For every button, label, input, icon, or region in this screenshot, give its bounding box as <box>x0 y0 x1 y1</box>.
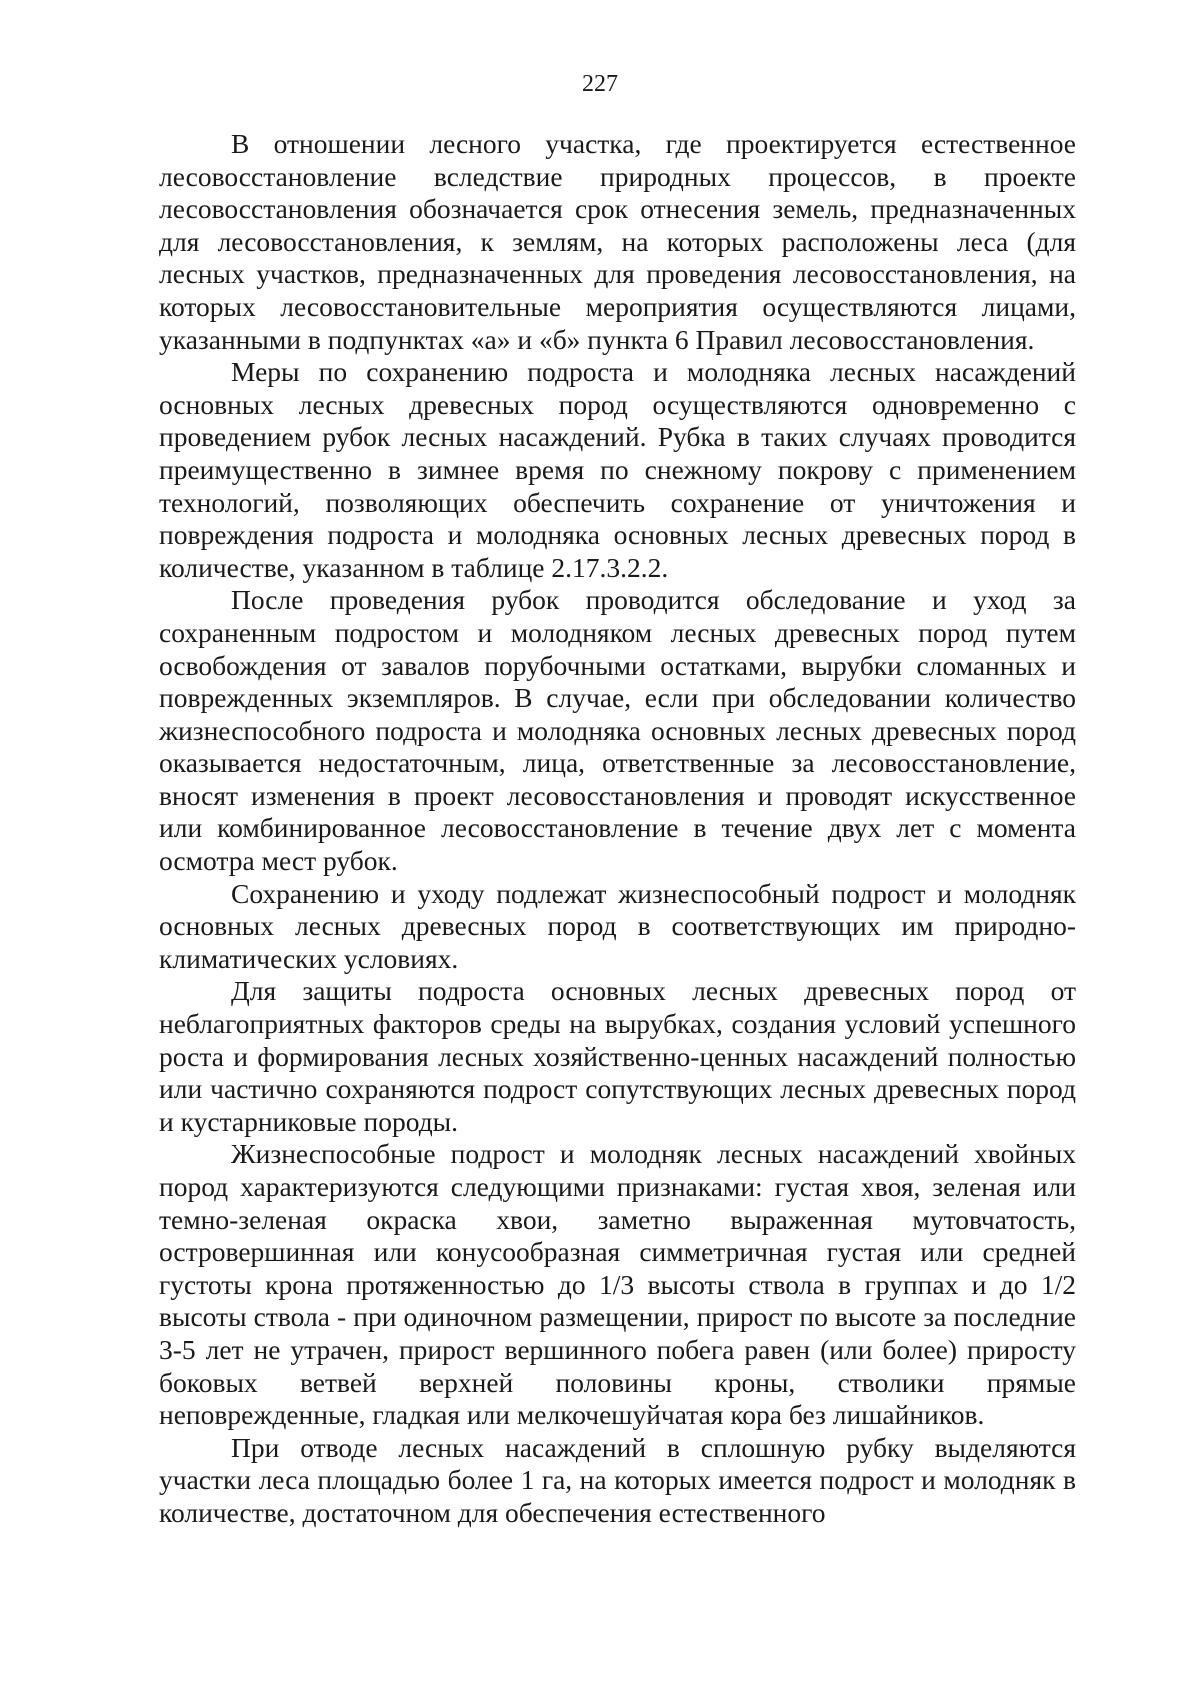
page-number: 227 <box>582 71 618 97</box>
paragraph-2: Меры по сохранению подроста и молодняка лесных насаждений основных лесных древесных пород осуществляются одновременно с проведением рубок лесных насаждений. Рубка в таких случаях проводится преимущественно в зимнее время по снежному покрову с применением технологий, позволяющих обеспечить сохранение от уничтожения и повреждения подроста и молодняка основных лесных древесных пород в количестве, указанном в таблице 2.17.3.2.2. <box>159 356 1076 583</box>
paragraph-4: Сохранению и уходу подлежат жизнеспособный подрост и молодняк основных лесных древесных пород в соответствующих им природно-климатических условиях. <box>159 877 1076 974</box>
paragraph-5: Для защиты подроста основных лесных древесных пород от неблагоприятных факторов среды на вырубках, создания условий успешного роста и формирования лесных хозяйственно-ценных насаждений полностью или частично сохраняются подрост сопутствующих лесных древесных пород и кустарниковые породы. <box>159 975 1076 1137</box>
paragraph-3: После проведения рубок проводится обследование и уход за сохраненным подростом и молодняком лесных древесных пород путем освобождения от завалов порубочными остатками, вырубки сломанных и поврежденных экземпляров. В случае, если при обследовании количество жизнеспособного подроста и молодняка основных лесных древесных пород оказывается недостаточным, лица, ответственные за лесовосстановление, вносят изменения в проект лесовосстановления и проводят искусственное или комбинированное лесовосстановление в течение двух лет с момента осмотра мест рубок. <box>159 584 1076 877</box>
document-body <box>159 128 1076 1530</box>
paragraph-7: При отводе лесных насаждений в сплошную рубку выделяются участки леса площадью более 1 га, на которых имеется подрост и молодняк в количестве, достаточном для обеспечения естественного <box>159 1431 1076 1528</box>
paragraph-6: Жизнеспособные подрост и молодняк лесных насаждений хвойных пород характеризуются следующими признаками: густая хвоя, зеленая или темно-зеленая окраска хвои, заметно выраженная мутовчатость, островершинная или конусообразная симметричная густая или средней густоты крона протяженностью до 1/3 высоты ствола в группах и до 1/2 высоты ствола - при одиночном размещении, прирост по высоте за последние 3-5 лет не утрачен, прирост вершинного побега равен (или более) приросту боковых ветвей верхней половины кроны, стволики прямые неповрежденные, гладкая или мелкочешуйчатая кора без лишайников. <box>159 1138 1076 1431</box>
paragraph-1: В отношении лесного участка, где проектируется естественное лесовосстановление вследствие природных процессов, в проекте лесовосстановления обозначается срок отнесения земель, предназначенных для лесовосстановления, к землям, на которых расположены леса (для лесных участков, предназначенных для проведения лесовосстановления, на которых лесовосстановительные мероприятия осуществляются лицами, указанными в подпунктах «а» и «б» пункта 6 Правил лесовосстановления. <box>159 128 1076 355</box>
